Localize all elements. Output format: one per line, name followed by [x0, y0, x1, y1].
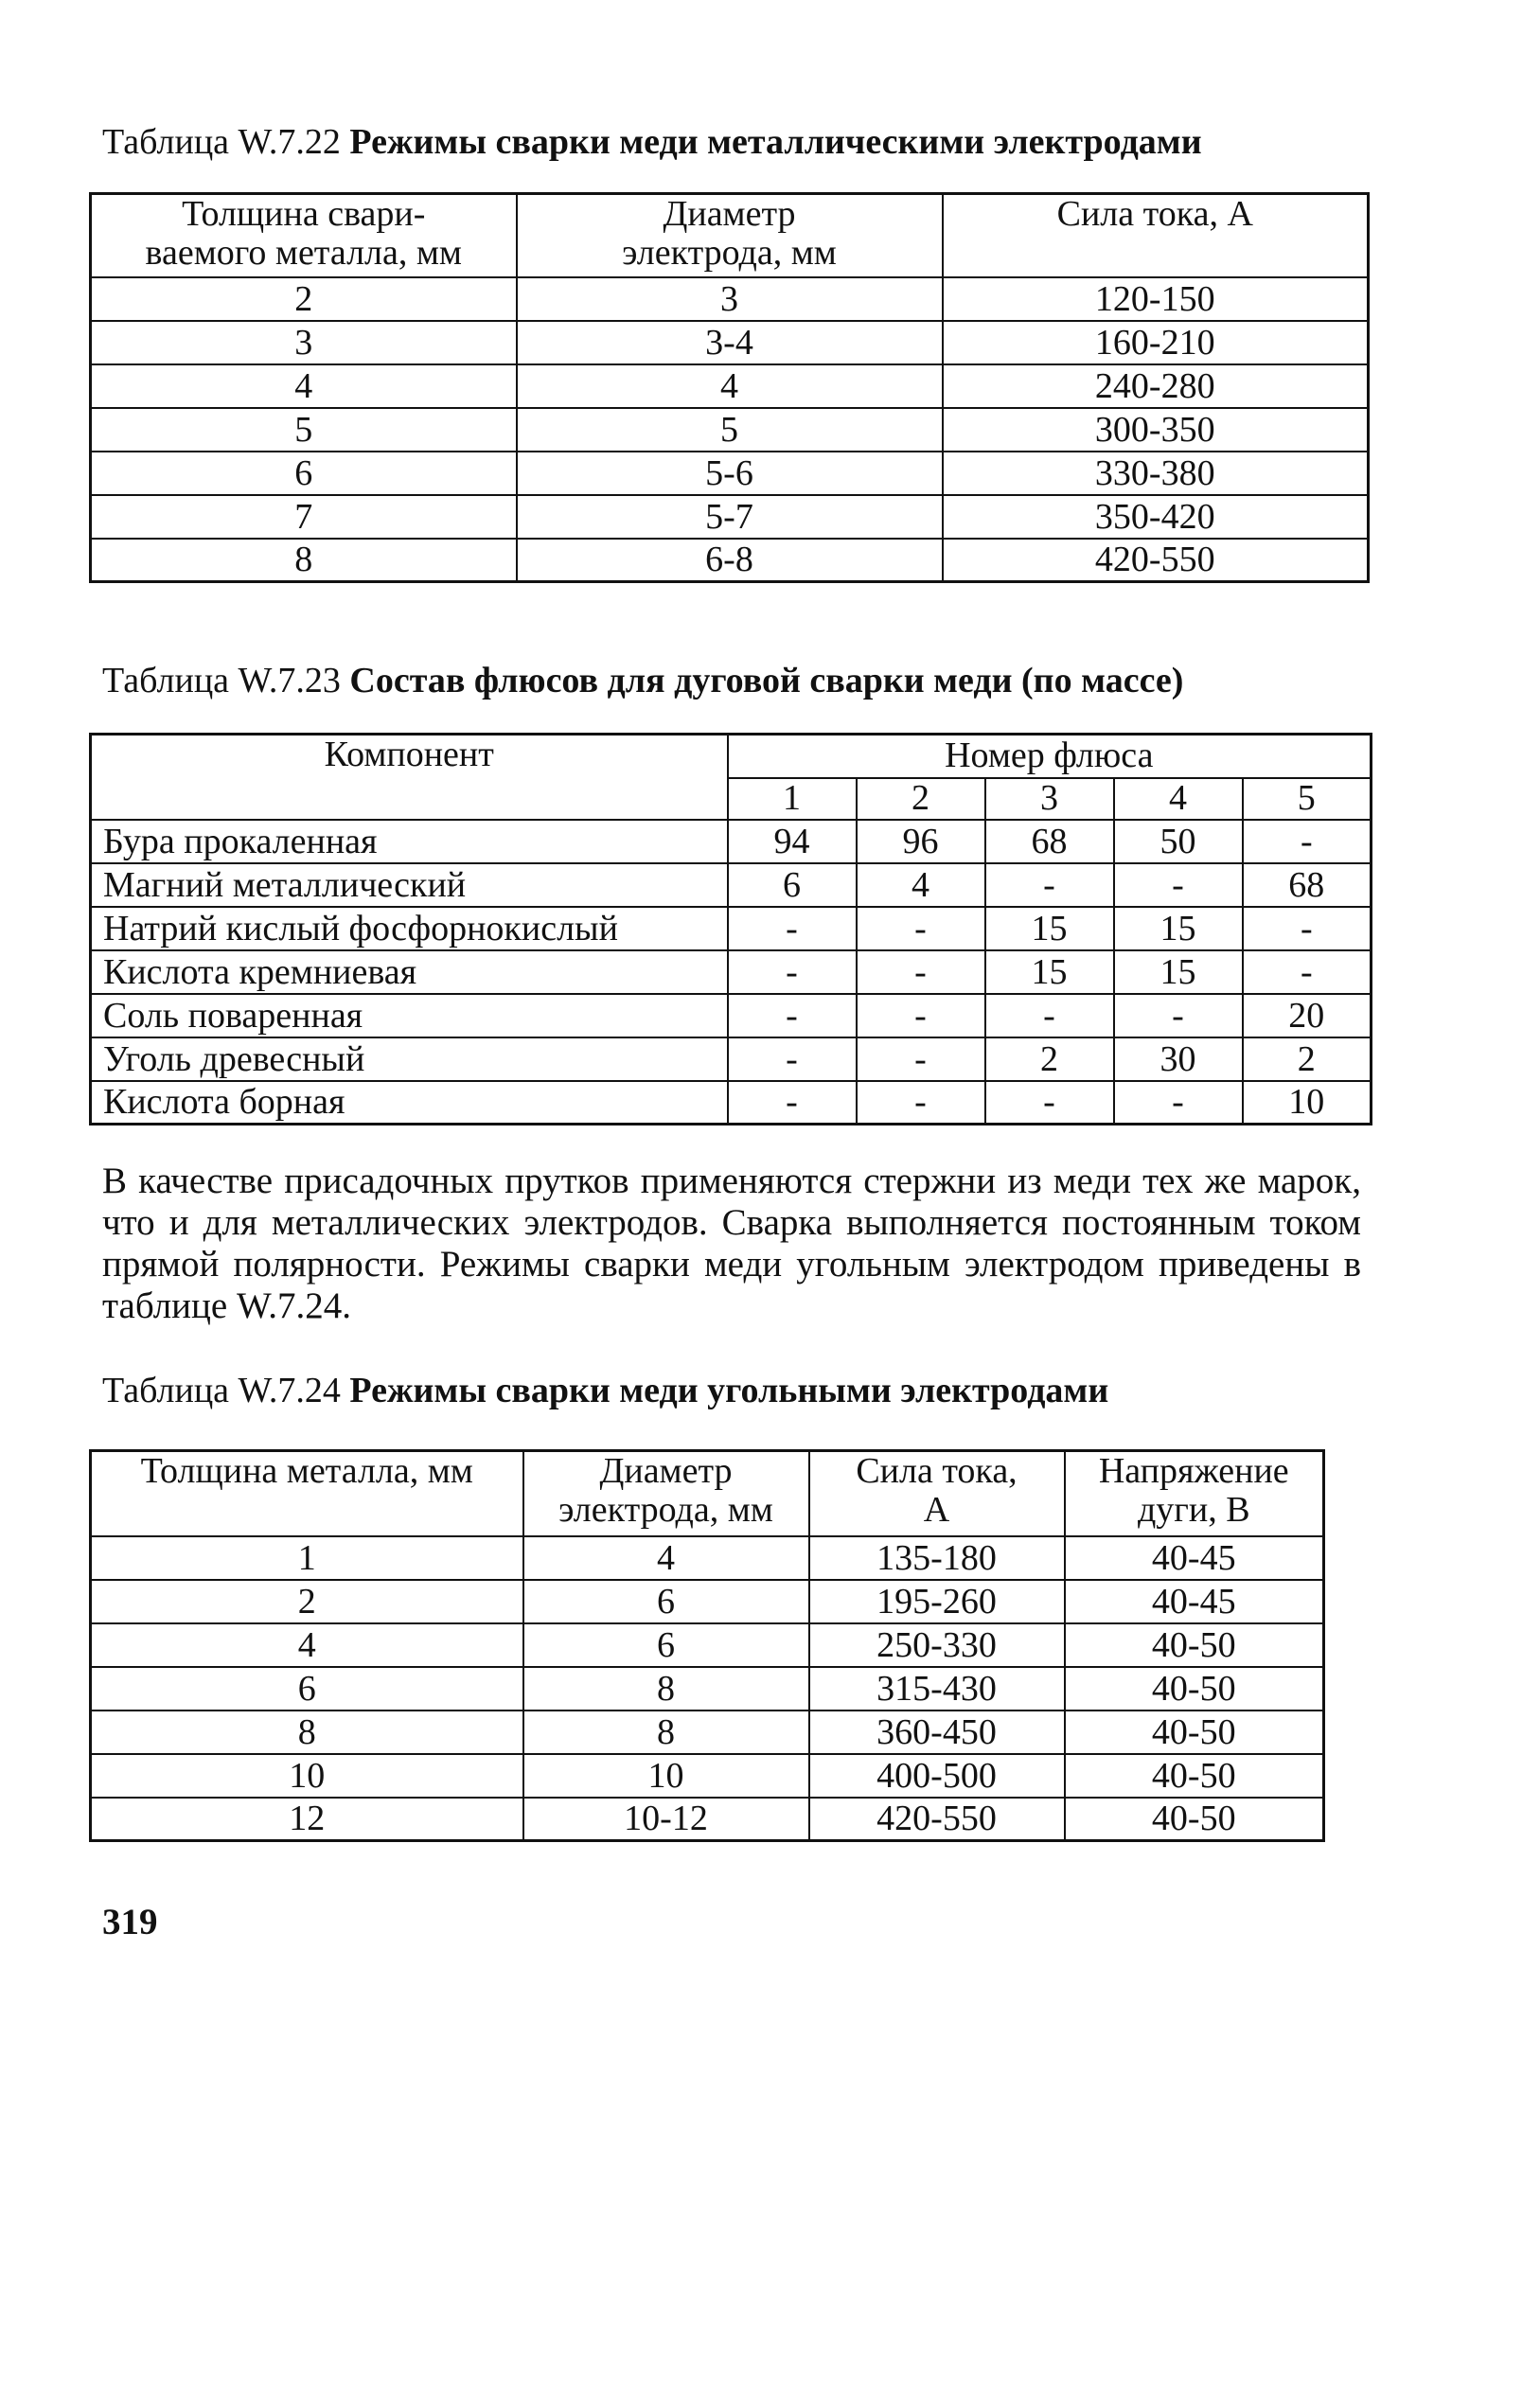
table3-cell: 4: [91, 1623, 523, 1667]
table2-cell: 2: [985, 1037, 1114, 1081]
table1-header-cell-line-2: электрода, мм: [622, 233, 837, 273]
table2-flux-number: 4: [1114, 778, 1243, 820]
table2-flux-number: 1: [728, 778, 857, 820]
table3-header-cell-line-1: Диаметр: [599, 1451, 733, 1491]
table1-cell: 350-420: [943, 495, 1369, 539]
table2-header-group: Номер флюса: [728, 735, 1372, 778]
table2-header-component: Компонент: [91, 735, 728, 820]
table3-header-cell-line-1: Толщина металла, мм: [140, 1451, 473, 1491]
table2: [89, 733, 1372, 1126]
table2-cell: 4: [857, 863, 985, 907]
table3-cell: 10: [523, 1754, 809, 1798]
table2-caption: [102, 660, 1183, 701]
table2-cell: -: [985, 863, 1114, 907]
table3-body: [91, 1536, 1324, 1841]
table3-cell: 8: [91, 1711, 523, 1754]
table-row: [91, 364, 1369, 408]
table-row: [91, 1798, 1324, 1841]
table2-cell: -: [1243, 820, 1372, 863]
table1-cell: 2: [91, 277, 517, 321]
table2-body: [91, 820, 1372, 1125]
table2-cell: -: [1114, 1081, 1243, 1125]
table3-header-row: [91, 1451, 1324, 1536]
table2-cell: -: [728, 950, 857, 994]
table3-cell: 12: [91, 1798, 523, 1841]
table1-cell: 5-6: [517, 452, 943, 495]
table3-header-cell: [523, 1451, 809, 1536]
table3-cell: 2: [91, 1580, 523, 1623]
table1-header: [91, 194, 1369, 277]
table1-cell: 6-8: [517, 539, 943, 582]
table3-caption-lead: Таблица W.7.24: [102, 1371, 341, 1410]
table1-cell: 5: [91, 408, 517, 452]
table2-component-name: Соль поваренная: [91, 994, 728, 1037]
table2-cell: -: [728, 1081, 857, 1125]
table2-cell: -: [857, 907, 985, 950]
table3-cell: 40-50: [1065, 1623, 1324, 1667]
table2-cell: -: [857, 1081, 985, 1125]
table2-flux-number: 2: [857, 778, 985, 820]
table2-cell: -: [985, 1081, 1114, 1125]
table2-cell: -: [728, 907, 857, 950]
table-row: [91, 994, 1372, 1037]
table2-cell: -: [1114, 994, 1243, 1037]
table3-header: [91, 1451, 1324, 1536]
table2-cell: 15: [1114, 950, 1243, 994]
table3-cell: 40-45: [1065, 1580, 1324, 1623]
table2-cell: 15: [985, 907, 1114, 950]
table2-cell: 6: [728, 863, 857, 907]
table2-cell: -: [728, 1037, 857, 1081]
table3-cell: 40-45: [1065, 1536, 1324, 1580]
table1-cell: 3-4: [517, 321, 943, 364]
table-row: [91, 1081, 1372, 1125]
table1-cell: 240-280: [943, 364, 1369, 408]
table-row: [91, 1623, 1324, 1667]
table3-cell: 8: [523, 1711, 809, 1754]
table3-cell: 6: [91, 1667, 523, 1711]
table1-cell: 420-550: [943, 539, 1369, 582]
table2-cell: -: [1114, 863, 1243, 907]
table1-caption: [102, 121, 1202, 163]
table3-cell: 40-50: [1065, 1798, 1324, 1841]
table-row: [91, 907, 1372, 950]
table-row: [91, 1536, 1324, 1580]
table2-cell: -: [1243, 907, 1372, 950]
table1-header-cell-line-1: Толщина свари-: [182, 194, 426, 234]
table3-cell: 6: [523, 1623, 809, 1667]
table2-cell: -: [857, 950, 985, 994]
table-row: [91, 1580, 1324, 1623]
table-row: [91, 1037, 1372, 1081]
body-paragraph: В качестве присадочных прутков применяются стержни из меди тех же марок, что и для металлических электродов. Сварка выполняется постоянным током прямой полярности. Режимы сварки меди угольным электродом приведены в таблице W.7.24.: [102, 1161, 1361, 1326]
table2-component-name: Кислота кремниевая: [91, 950, 728, 994]
table3-caption-title: Режимы сварки меди угольными электродами: [349, 1371, 1109, 1410]
table3-cell: 6: [523, 1580, 809, 1623]
table2-caption-lead: Таблица W.7.23: [102, 661, 341, 700]
table1-cell: 5: [517, 408, 943, 452]
table1-cell: 4: [517, 364, 943, 408]
page-number: 319: [102, 1902, 158, 1942]
table-row: [91, 863, 1372, 907]
table3-cell: 420-550: [809, 1798, 1065, 1841]
table1-header-cell-line-2: ваемого металла, мм: [145, 233, 462, 273]
table1-caption-lead: Таблица W.7.22: [102, 122, 341, 162]
table2-cell: 15: [1114, 907, 1243, 950]
table3-cell: 40-50: [1065, 1754, 1324, 1798]
table2-component-name: Бура прокаленная: [91, 820, 728, 863]
table2-component-name: Кислота борная: [91, 1081, 728, 1125]
table-row: [91, 1754, 1324, 1798]
table3: [89, 1449, 1325, 1842]
table2-component-name: Магний металлический: [91, 863, 728, 907]
table2-cell: -: [857, 1037, 985, 1081]
table3-cell: 10-12: [523, 1798, 809, 1841]
table-row: [91, 277, 1369, 321]
table3-header-cell: [1065, 1451, 1324, 1536]
table2-cell: 96: [857, 820, 985, 863]
table2-component-name: Уголь древесный: [91, 1037, 728, 1081]
table2-cell: 68: [985, 820, 1114, 863]
table3-cell: 40-50: [1065, 1711, 1324, 1754]
table2-cell: 50: [1114, 820, 1243, 863]
table2-cell: -: [857, 994, 985, 1037]
table3-header-cell-line-1: Напряжение: [1098, 1451, 1289, 1491]
table1-body: [91, 277, 1369, 582]
table2-cell: -: [985, 994, 1114, 1037]
table2-cell: 10: [1243, 1081, 1372, 1125]
table-row: [91, 820, 1372, 863]
table1-header-cell: [517, 194, 943, 277]
table2-cell: 2: [1243, 1037, 1372, 1081]
table3-cell: 8: [523, 1667, 809, 1711]
table1-cell: 5-7: [517, 495, 943, 539]
table3-caption: [102, 1370, 1108, 1411]
table3-header-cell-line-2: дуги, В: [1137, 1490, 1250, 1530]
table2-caption-title: Состав флюсов для дуговой сварки меди (по массе): [349, 661, 1184, 700]
table1-cell: 3: [517, 277, 943, 321]
table-row: [91, 539, 1369, 582]
table3-cell: 250-330: [809, 1623, 1065, 1667]
table-row: [91, 1711, 1324, 1754]
table1: [89, 192, 1370, 583]
table3-cell: 400-500: [809, 1754, 1065, 1798]
table-row: [91, 408, 1369, 452]
table1-header-row: [91, 194, 1369, 277]
table2-cell: -: [728, 994, 857, 1037]
table3-header-cell-line-1: Сила тока,: [856, 1451, 1018, 1491]
table1-caption-title: Режимы сварки меди металлическими электродами: [349, 122, 1202, 162]
table1-cell: 3: [91, 321, 517, 364]
table3-cell: 135-180: [809, 1536, 1065, 1580]
table-row: [91, 495, 1369, 539]
table2-component-name: Натрий кислый фосфорнокислый: [91, 907, 728, 950]
table3-header-cell-line-2: А: [923, 1490, 950, 1530]
table3-cell: 40-50: [1065, 1667, 1324, 1711]
table1-cell: 4: [91, 364, 517, 408]
table2-cell: -: [1243, 950, 1372, 994]
table3-cell: 315-430: [809, 1667, 1065, 1711]
table-row: [91, 321, 1369, 364]
table1-cell: 7: [91, 495, 517, 539]
table1-cell: 300-350: [943, 408, 1369, 452]
table3-cell: 360-450: [809, 1711, 1065, 1754]
table-row: [91, 950, 1372, 994]
table2-header-row: [91, 735, 1372, 778]
table3-cell: 10: [91, 1754, 523, 1798]
table2-flux-number: 3: [985, 778, 1114, 820]
table1-cell: 120-150: [943, 277, 1369, 321]
table3-cell: 1: [91, 1536, 523, 1580]
table2-flux-number: 5: [1243, 778, 1372, 820]
table2-cell: 20: [1243, 994, 1372, 1037]
table1-cell: 330-380: [943, 452, 1369, 495]
table2-cell: 15: [985, 950, 1114, 994]
table-row: [91, 1667, 1324, 1711]
table3-header-cell-line-2: электрода, мм: [558, 1490, 773, 1530]
table3-cell: 4: [523, 1536, 809, 1580]
table1-cell: 160-210: [943, 321, 1369, 364]
table2-cell: 94: [728, 820, 857, 863]
table2-cell: 68: [1243, 863, 1372, 907]
table1-header-cell: [943, 194, 1369, 277]
table1-header-cell-line-1: Диаметр: [663, 194, 796, 234]
table2-cell: 30: [1114, 1037, 1243, 1081]
table-row: [91, 452, 1369, 495]
table3-header-cell: [809, 1451, 1065, 1536]
table1-cell: 8: [91, 539, 517, 582]
table1-header-cell-line-1: Сила тока, А: [1056, 194, 1253, 234]
table1-cell: 6: [91, 452, 517, 495]
table1-header-cell: [91, 194, 517, 277]
table3-header-cell: [91, 1451, 523, 1536]
table3-cell: 195-260: [809, 1580, 1065, 1623]
